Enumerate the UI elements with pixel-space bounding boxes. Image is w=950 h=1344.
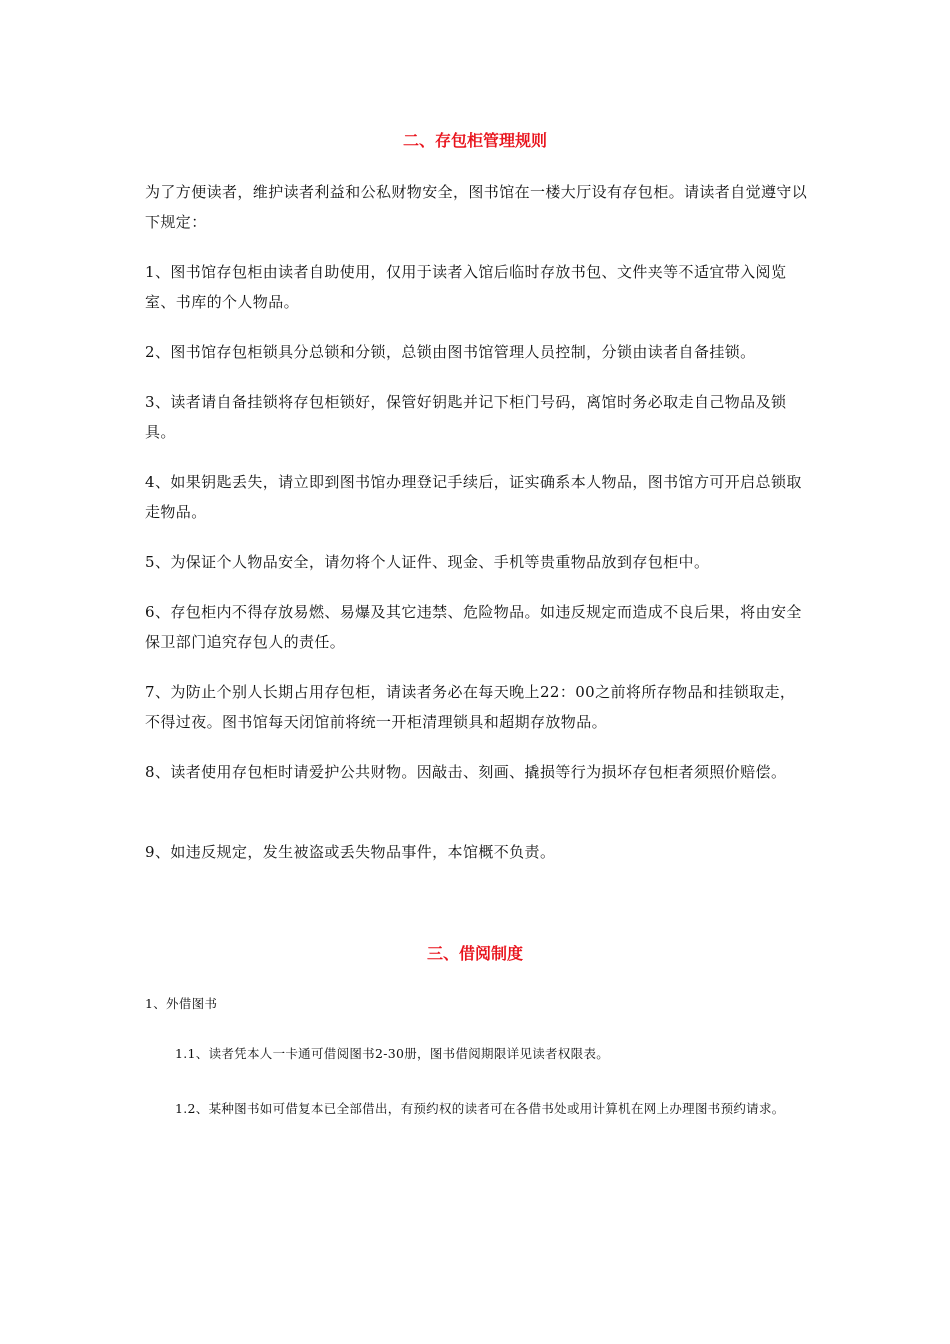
- rule-3: 3、读者请自备挂锁将存包柜锁好，保管好钥匙并记下柜门号码，离馆时务必取走自己物品及锁具。: [145, 393, 787, 441]
- rule-2: 2、图书馆存包柜锁具分总锁和分锁，总锁由图书馆管理人员控制，分锁由读者自备挂锁。: [145, 343, 756, 361]
- section-2-title: 二、存包柜管理规则: [402, 131, 547, 150]
- section-3-title: 三、借阅制度: [426, 944, 523, 963]
- rule-9: 9、如违反规定，发生被盗或丢失物品事件，本馆概不负责。: [145, 843, 556, 861]
- rule-1: 1、图书馆存包柜由读者自助使用，仅用于读者入馆后临时存放书包、文件夹等不适宜带入阅览室、书库的个人物品。: [145, 263, 787, 311]
- rule-5: 5、为保证个人物品安全，请勿将个人证件、现金、手机等贵重物品放到存包柜中。: [145, 553, 710, 571]
- rule-6: 6、存包柜内不得存放易燃、易爆及其它违禁、危险物品。如违反规定而造成不良后果，将由安全保卫部门追究存包人的责任。: [145, 603, 802, 651]
- rule-4: 4、如果钥匙丢失，请立即到图书馆办理登记手续后，证实确系本人物品，图书馆方可开启总锁取走物品。: [145, 473, 802, 521]
- rule-7: 7、为防止个别人长期占用存包柜，请读者务必在每天晚上22：00之前将所存物品和挂锁取走，不得过夜。图书馆每天闭馆前将统一开柜清理锁具和超期存放物品。: [145, 683, 796, 731]
- rule-8: 8、读者使用存包柜时请爱护公共财物。因敲击、刻画、撬损等行为损坏存包柜者须照价赔偿。: [145, 763, 787, 781]
- sub-section-1: 1、外借图书: [145, 996, 218, 1011]
- item-1-2: 1.2、某种图书如可借复本已全部借出，有预约权的读者可在各借书处或用计算机在网上办理图书预约请求。: [175, 1101, 785, 1116]
- section-2-intro: 为了方便读者，维护读者利益和公私财物安全，图书馆在一楼大厅设有存包柜。请读者自觉遵守以下规定：: [145, 183, 808, 231]
- item-1-1: 1.1、读者凭本人一卡通可借阅图书2-30册，图书借阅期限详见读者权限表。: [175, 1046, 610, 1061]
